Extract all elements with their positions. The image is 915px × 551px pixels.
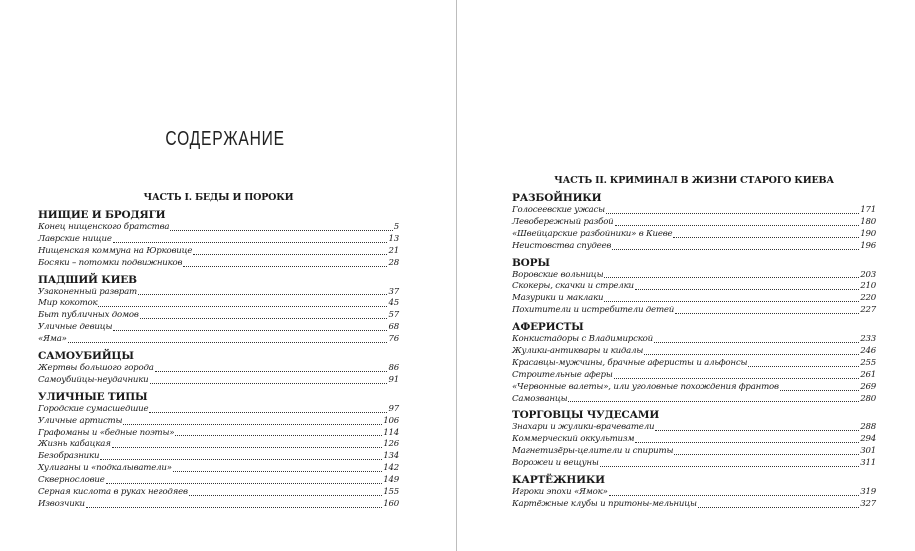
entry-title: Коммерческий оккультизм: [512, 434, 635, 445]
dot-leader: [698, 499, 859, 508]
toc-entry[interactable]: [38, 322, 399, 334]
entry-page-number: 203: [860, 269, 876, 280]
entry-page-number: 190: [860, 228, 876, 239]
toc-entry[interactable]: [512, 394, 876, 406]
entry-page-number: 37: [388, 286, 399, 297]
entry-page-number: 68: [388, 322, 399, 333]
entry-title: Серная кислота в руках негодяев: [38, 487, 188, 498]
entry-page-number: 86: [388, 363, 399, 374]
dot-leader: [635, 281, 859, 290]
dot-leader: [675, 305, 859, 314]
entry-page-number: 280: [860, 393, 876, 404]
entry-page-number: 45: [388, 298, 399, 309]
toc-entry[interactable]: [38, 234, 399, 246]
toc-entry[interactable]: [38, 363, 399, 375]
dot-leader: [655, 422, 859, 431]
entry-title: Самоубийцы-неудачники: [38, 374, 149, 385]
toc-entry[interactable]: [38, 404, 399, 416]
entry-title: Конец нищенского братства: [38, 222, 170, 232]
dot-leader: [106, 475, 383, 484]
section-title: ТОРГОВЦЫ ЧУДЕСАМИ: [512, 409, 660, 422]
toc-entry[interactable]: [38, 246, 399, 258]
entry-title: Ворожеи и вещуны: [512, 458, 599, 469]
toc-entry[interactable]: [512, 434, 876, 446]
dot-leader: [654, 334, 859, 343]
toc-entry[interactable]: [38, 475, 399, 487]
toc-section: [512, 474, 876, 511]
right-page: [512, 173, 876, 511]
toc-entry[interactable]: [512, 346, 876, 358]
dot-leader: [193, 246, 387, 255]
entry-title: Жертвы большого города: [38, 363, 154, 374]
dot-leader: [155, 363, 388, 372]
dot-leader: [173, 463, 382, 472]
dot-leader: [600, 458, 860, 467]
entry-page-number: 294: [860, 434, 876, 445]
entry-title: Мазурики и маклаки: [512, 293, 604, 304]
entry-title: Магнетизёры-целители и спириты: [512, 446, 674, 457]
entry-page-number: 149: [383, 475, 399, 486]
toc-entry[interactable]: [38, 287, 399, 299]
dot-leader: [113, 234, 388, 243]
toc-entry[interactable]: [38, 439, 399, 451]
toc-entry[interactable]: [38, 334, 399, 346]
section-title: ПАДШИЙ КИЕВ: [38, 273, 137, 286]
toc-entry[interactable]: [38, 428, 399, 440]
entry-page-number: 97: [388, 403, 399, 414]
entry-page-number: 233: [860, 334, 876, 345]
toc-entry[interactable]: [512, 458, 876, 470]
entry-page-number: 171: [860, 205, 876, 215]
dot-leader: [780, 382, 859, 391]
entry-title: «Червонные валеты», или уголовные похождения франтов: [512, 381, 779, 392]
entry-page-number: 180: [860, 216, 876, 227]
toc-section: [38, 350, 399, 387]
entry-page-number: 76: [388, 334, 399, 345]
entry-title: Воровские вольницы: [512, 269, 604, 280]
dot-leader: [568, 394, 859, 403]
toc-entry[interactable]: [512, 334, 876, 346]
entry-page-number: 288: [860, 422, 876, 433]
entry-page-number: 246: [860, 346, 876, 357]
toc-entry[interactable]: [38, 451, 399, 463]
toc-section: [512, 192, 876, 253]
entry-page-number: 255: [860, 357, 876, 368]
dot-leader: [113, 322, 387, 331]
entry-page-number: 311: [860, 458, 876, 469]
entry-page-number: 196: [860, 240, 876, 251]
toc-section: [38, 209, 399, 270]
entry-page-number: 21: [388, 245, 399, 256]
entry-title: Неистовства спудеев: [512, 240, 612, 251]
entry-page-number: 327: [860, 498, 876, 509]
dot-leader: [123, 416, 382, 425]
section-title: КАРТЁЖНИКИ: [512, 474, 605, 487]
contents-title: СОДЕРЖАНИЕ: [165, 128, 285, 150]
entry-title: Скокеры, скачки и стрелки: [512, 281, 634, 292]
toc-section: [512, 257, 876, 318]
entry-page-number: 155: [383, 487, 399, 498]
dot-leader: [644, 346, 859, 355]
entry-title: Похитители и истребители детей: [512, 305, 675, 316]
toc-section: [38, 274, 399, 346]
dot-leader: [609, 487, 860, 496]
dot-leader: [614, 370, 860, 379]
left-page: [38, 190, 399, 511]
toc-entry[interactable]: [512, 270, 876, 282]
entry-page-number: 5: [393, 222, 399, 232]
section-title: ВОРЫ: [512, 256, 550, 269]
entry-title: Строительные аферы: [512, 369, 613, 380]
toc-entry[interactable]: [38, 375, 399, 387]
toc-entry[interactable]: [38, 310, 399, 322]
dot-leader: [138, 287, 388, 296]
entry-page-number: 106: [383, 415, 399, 426]
entry-page-number: 220: [860, 293, 876, 304]
entry-page-number: 269: [860, 381, 876, 392]
dot-leader: [100, 451, 382, 460]
dot-leader: [170, 222, 392, 231]
entry-title: Узаконенный разврат: [38, 286, 137, 297]
toc-entry[interactable]: [512, 370, 876, 382]
dot-leader: [175, 428, 382, 437]
entry-page-number: 91: [388, 374, 399, 385]
entry-page-number: 227: [860, 305, 876, 316]
dot-leader: [606, 205, 859, 214]
toc-entry[interactable]: [512, 205, 876, 217]
toc-section: [38, 391, 399, 511]
entry-page-number: 160: [383, 498, 399, 509]
entry-page-number: 134: [383, 451, 399, 462]
entry-title: Красавцы-мужчины, брачные аферисты и альфонсы: [512, 357, 748, 368]
entry-page-number: 261: [860, 369, 876, 380]
dot-leader: [150, 375, 388, 384]
toc-entry[interactable]: [38, 463, 399, 475]
toc-section: [512, 321, 876, 405]
entry-title: Конкистадоры с Владимирской: [512, 334, 653, 345]
entry-title: Безобразники: [38, 451, 100, 462]
entry-title: Нищенская коммуна на Юрковице: [38, 245, 193, 256]
toc-entry[interactable]: [512, 446, 876, 458]
entry-title: Босяки – потомки подвижников: [38, 257, 183, 268]
toc-entry[interactable]: [512, 487, 876, 499]
entry-title: Игроки эпохи «Ямок»: [512, 487, 608, 498]
toc-entry[interactable]: [512, 305, 876, 317]
dot-leader: [612, 241, 859, 250]
toc-entry[interactable]: [512, 241, 876, 253]
entry-title: Знахари и жулики-врачеватели: [512, 422, 655, 433]
section-title: НИЩИЕ И БРОДЯГИ: [38, 209, 166, 221]
dot-leader: [674, 446, 859, 455]
entry-title: Уличные девицы: [38, 322, 113, 333]
page-divider: [456, 0, 457, 551]
toc-entry[interactable]: [512, 422, 876, 434]
entry-title: Быт публичных домов: [38, 310, 139, 321]
entry-page-number: 319: [860, 487, 876, 498]
entry-page-number: 142: [383, 463, 399, 474]
dot-leader: [149, 404, 387, 413]
toc-section: [512, 409, 876, 470]
dot-leader: [673, 229, 859, 238]
entry-title: Самозванцы: [512, 393, 568, 404]
dot-leader: [604, 270, 859, 279]
entry-title: Сквернословие: [38, 475, 105, 486]
entry-page-number: 301: [860, 446, 876, 457]
dot-leader: [189, 487, 382, 496]
entry-page-number: 126: [383, 439, 399, 450]
entry-title: Уличные артисты: [38, 415, 123, 426]
dot-leader: [748, 358, 859, 367]
toc-entry[interactable]: [512, 217, 876, 229]
toc-entry[interactable]: [38, 487, 399, 499]
dot-leader: [86, 499, 382, 508]
toc-entry[interactable]: [512, 499, 876, 511]
toc-entry[interactable]: [512, 281, 876, 293]
dot-leader: [112, 439, 382, 448]
entry-title: Жизнь кабацкая: [38, 439, 111, 450]
dot-leader: [98, 298, 387, 307]
section-title: УЛИЧНЫЕ ТИПЫ: [38, 390, 148, 403]
entry-title: Голосеевские ужасы: [512, 205, 605, 215]
entry-title: «Швейцарские разбойники» в Киеве: [512, 228, 673, 239]
entry-title: Хулиганы и «подкалыватели»: [38, 463, 172, 474]
entry-title: «Яма»: [38, 334, 67, 345]
entry-title: Городские сумасшедшие: [38, 403, 149, 414]
entry-title: Графоманы и «бедные поэты»: [38, 427, 175, 438]
toc-entry[interactable]: [38, 258, 399, 270]
dot-leader: [604, 293, 859, 302]
entry-page-number: 114: [383, 427, 399, 438]
part-heading: ЧАСТЬ I. БЕДЫ И ПОРОКИ: [143, 192, 294, 203]
toc-entry[interactable]: [38, 416, 399, 428]
dot-leader: [635, 434, 859, 443]
entry-page-number: 28: [388, 257, 399, 268]
section-title: РАЗБОЙНИКИ: [512, 192, 602, 204]
dot-leader: [68, 334, 388, 343]
dot-leader: [183, 258, 387, 267]
toc-entry[interactable]: [512, 382, 876, 394]
entry-title: Лаврские нищие: [38, 233, 112, 244]
toc-entry[interactable]: [512, 358, 876, 370]
section-title: АФЕРИСТЫ: [512, 321, 584, 334]
entry-title: Извозчики: [38, 498, 85, 509]
toc-entry[interactable]: [38, 298, 399, 310]
toc-entry[interactable]: [512, 229, 876, 241]
dot-leader: [615, 217, 860, 226]
entry-page-number: 210: [860, 281, 876, 292]
entry-title: Жулики-антиквары и кидалы: [512, 346, 644, 357]
entry-title: Картёжные клубы и притоны-мельницы: [512, 498, 697, 509]
dot-leader: [140, 310, 388, 319]
section-title: САМОУБИЙЦЫ: [38, 350, 134, 363]
entry-page-number: 57: [388, 310, 399, 321]
entry-title: Мир кокоток: [38, 298, 98, 309]
part-heading: ЧАСТЬ II. КРИМИНАЛ В ЖИЗНИ СТАРОГО КИЕВА: [554, 175, 834, 186]
toc-entry[interactable]: [38, 222, 399, 234]
toc-entry[interactable]: [38, 499, 399, 511]
entry-title: Левобережный разбой: [512, 216, 614, 227]
toc-entry[interactable]: [512, 293, 876, 305]
entry-page-number: 13: [388, 233, 399, 244]
